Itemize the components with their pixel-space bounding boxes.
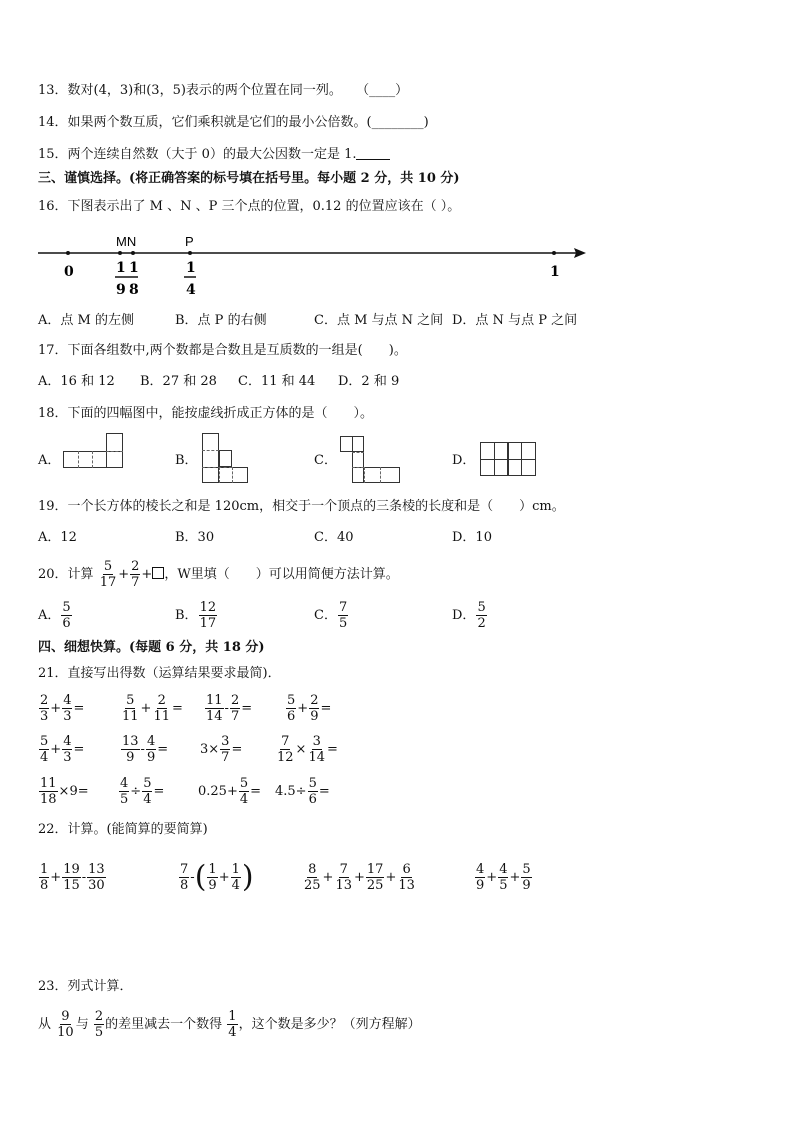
q21-item: 4.5÷ $\frac{5}{6}$ = (275, 776, 330, 807)
q17-option-b[interactable]: B．27 和 28 (140, 374, 217, 389)
q20-option-c[interactable]: C． $\frac{7}{5}$ (314, 600, 348, 631)
q17-option-a[interactable]: A．16 和 12 (38, 374, 115, 389)
q21-item: $\frac{5}{11}$ + $\frac{2}{11}$ = (122, 693, 183, 724)
q20-option-a[interactable]: A． $\frac{5}{6}$ (38, 600, 71, 631)
q18-option-c[interactable]: C． (314, 453, 337, 468)
q16-option-a[interactable]: A．点 M 的左侧 (38, 313, 134, 328)
question-20: 20．计算 $\frac{5}{17}$ + $\frac{2}{7}$ + ，W里填（ ）可以用简便方法计算。 (38, 559, 399, 590)
q19-option-a[interactable]: A．12 (38, 530, 77, 545)
q21-item: $\frac{7}{12}$ × $\frac{3}{14}$ = (277, 734, 338, 765)
q21-row-1: $\frac{2}{3}$ + $\frac{4}{3}$ = (40, 693, 85, 724)
q20-option-b[interactable]: B． $\frac{12}{17}$ (175, 600, 217, 631)
tick-0: 0 (64, 264, 74, 280)
q21-item: $\frac{5}{6}$ + $\frac{2}{9}$ = (287, 693, 332, 724)
q22-item-4: $\frac{4}{9}$ + $\frac{4}{5}$ + $\frac{5}{9}$ (476, 862, 531, 893)
question-21: 21．直接写出得数（运算结果要求最简)． (38, 666, 281, 681)
question-15: 15．两个连续自然数（大于 0）的最大公因数一定是 1. (38, 146, 390, 164)
number-line (0, 228, 794, 303)
q18-option-d[interactable]: D． (452, 453, 476, 468)
tick-1: 1 (550, 264, 560, 280)
question-23-body: 从 $\frac{9}{10}$ 与 $\frac{2}{5}$ 的差里减去一个数得 $\frac{1}{4}$ ，这个数是多少？（列方程解） (38, 1009, 421, 1040)
q18-option-b[interactable]: B． (175, 453, 198, 468)
section-3-heading: 三、谨慎选择。(将正确答案的标号填在括号里。每小题 2 分，共 10 分) (38, 171, 460, 186)
q19-option-c[interactable]: C．40 (314, 530, 354, 545)
q22-item-3: $\frac{8}{25}$ + $\frac{7}{13}$ + $\frac{17}{25}$ + $\frac{6}{13}$ (304, 862, 415, 893)
question-16: 16．下图表示出了 M 、N 、P 三个点的位置，0.12 的位置应该在（ ）。 (38, 199, 461, 214)
question-17: 17．下面各组数中,两个数都是合数且是互质数的一组是( )。 (38, 343, 407, 358)
label-p: P (185, 234, 194, 249)
question-14: 14．如果两个数互质，它们乘积就是它们的最小公倍数。(________) (38, 115, 429, 130)
q18-option-a[interactable]: A． (38, 453, 61, 468)
q21-item: 3× $\frac{3}{7}$ = (200, 734, 243, 765)
q20-option-d[interactable]: D． $\frac{5}{2}$ (452, 600, 486, 631)
question-19: 19．一个长方体的棱长之和是 120cm，相交于一个顶点的三条棱的长度和是（ ）cm。 (38, 499, 565, 514)
q17-option-d[interactable]: D．2 和 9 (338, 374, 400, 389)
answer-blank[interactable] (356, 147, 390, 160)
q16-option-d[interactable]: D．点 N 与点 P 之间 (452, 313, 578, 328)
svg-text:1: 1 (186, 260, 196, 276)
q19-option-d[interactable]: D．10 (452, 530, 492, 545)
svg-text:9: 9 (116, 282, 126, 298)
q21-row-2: $\frac{5}{4}$ + $\frac{4}{3}$ = (40, 734, 85, 765)
q16-option-c[interactable]: C．点 M 与点 N 之间 (314, 313, 444, 328)
q16-option-b[interactable]: B．点 P 的右侧 (175, 313, 267, 328)
label-mn: MN (116, 234, 137, 249)
question-23: 23．列式计算． (38, 979, 133, 994)
q17-option-c[interactable]: C．11 和 44 (238, 374, 316, 389)
q21-item: $\frac{4}{5}$ ÷ $\frac{5}{4}$ = (120, 776, 165, 807)
question-18: 18．下面的四幅图中，能按虚线折成正方体的是（ ）。 (38, 406, 374, 421)
q21-item: $\frac{11}{14}$ - $\frac{2}{7}$ = (206, 693, 253, 724)
q21-row-3: $\frac{11}{18}$ ×9= (40, 776, 89, 807)
q21-item: 0.25+ $\frac{5}{4}$ = (198, 776, 262, 807)
svg-text:4: 4 (186, 282, 196, 298)
question-22: 22．计算。(能简算的要简算) (38, 822, 208, 837)
svg-text:8: 8 (129, 282, 139, 298)
blank-box-icon (152, 567, 164, 579)
section-4-heading: 四、细想快算。(每题 6 分，共 18 分) (38, 640, 265, 655)
q19-option-b[interactable]: B．30 (175, 530, 215, 545)
svg-text:1: 1 (116, 260, 126, 276)
q22-item-1: $\frac{1}{8}$ + $\frac{19}{15}$ - $\frac{13}{30}$ (40, 862, 105, 893)
question-13: 13．数对(4，3)和(3，5)表示的两个位置在同一列。 （____） (38, 83, 409, 98)
q21-item: $\frac{13}{9}$ - $\frac{4}{9}$ = (122, 734, 169, 765)
svg-text:1: 1 (129, 260, 139, 276)
q22-item-2: $\frac{7}{8}$ -( $\frac{1}{9}$ + $\frac{1}{4}$ ) (180, 859, 254, 895)
